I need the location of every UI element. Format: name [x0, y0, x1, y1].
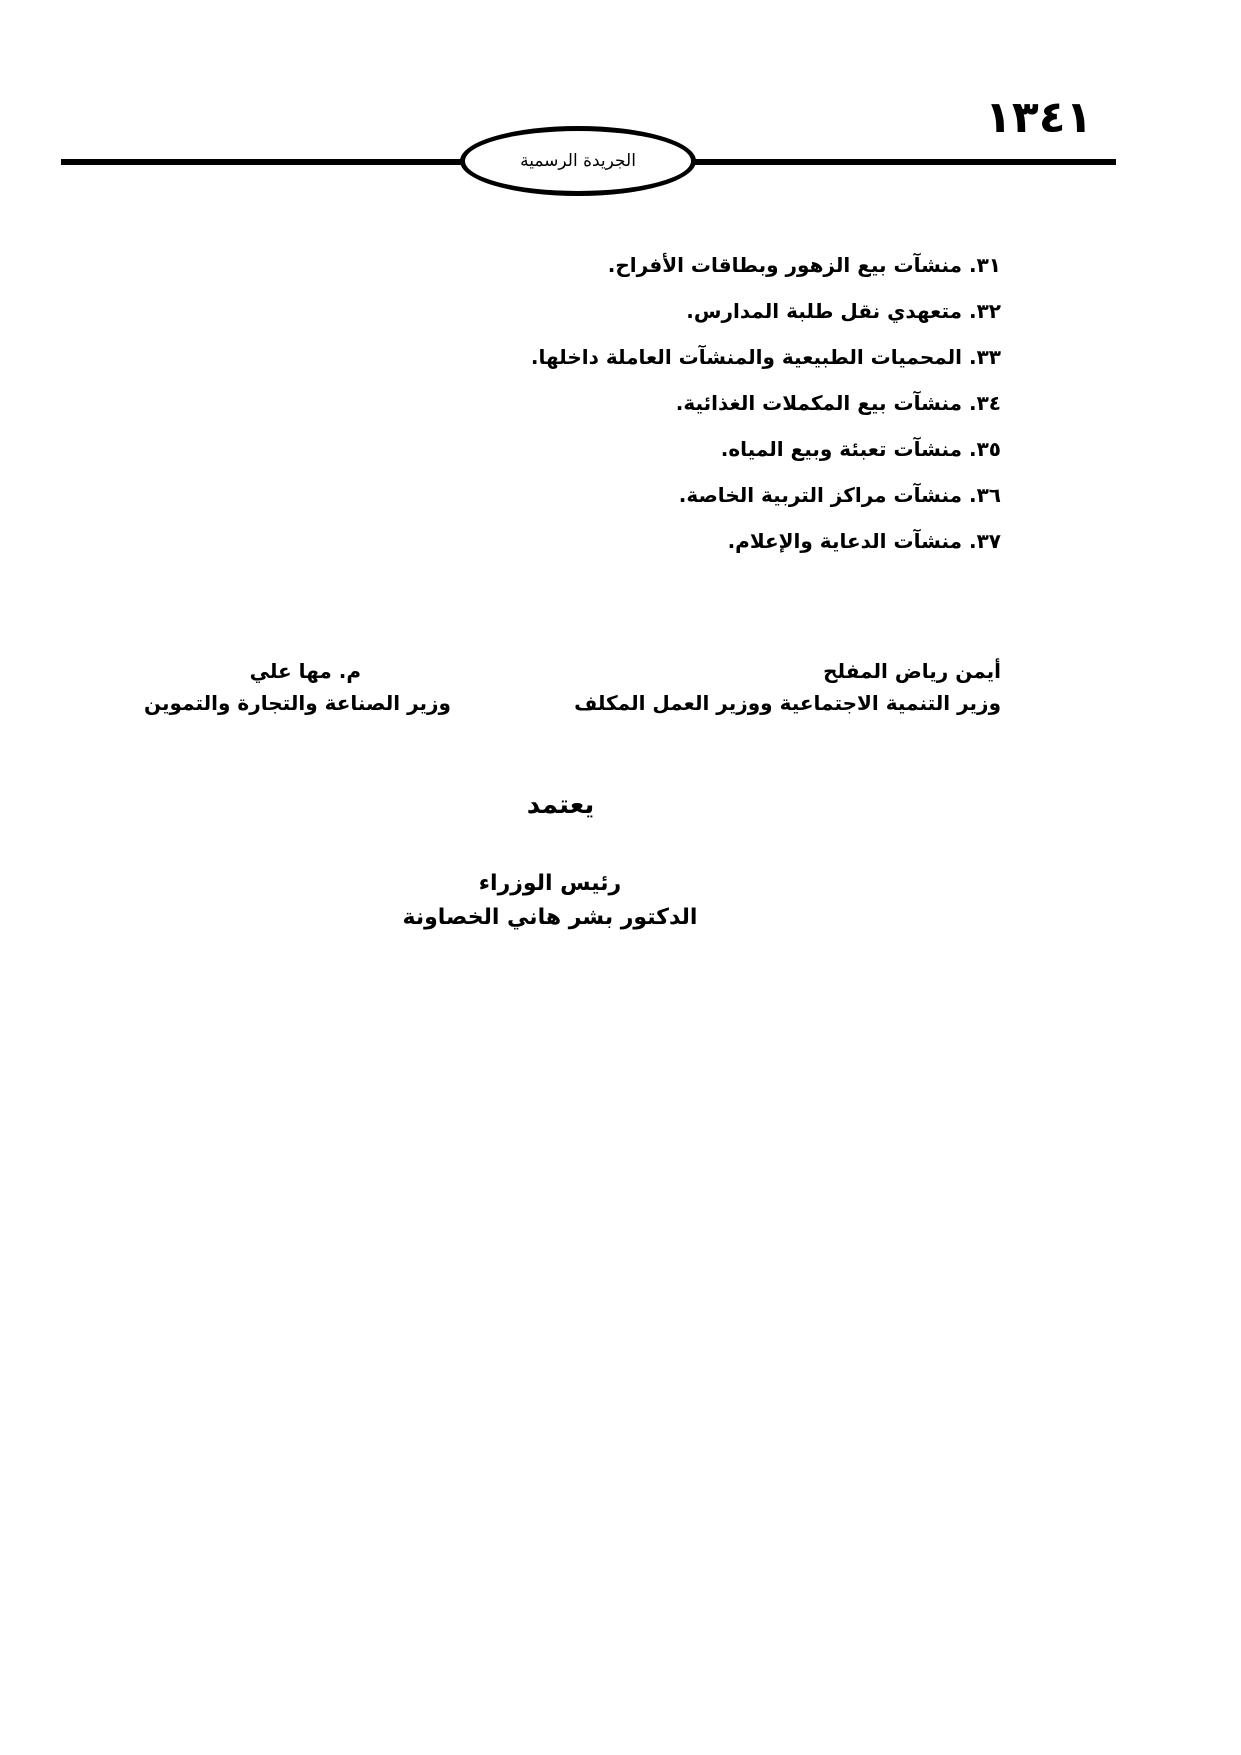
- list-item: ٣١. منشآت بيع الزهور وبطاقات الأفراح.: [607, 253, 1001, 277]
- gazette-title: الجريدة الرسمية: [520, 151, 636, 171]
- list-item: ٣٥. منشآت تعبئة وبيع المياه.: [720, 437, 1001, 461]
- signatory-name: م. مها علي: [249, 659, 361, 683]
- signature-right: [574, 655, 1001, 719]
- list-item: ٣٣. المحميات الطبيعية والمنشآت العاملة داخلها.: [530, 345, 1001, 369]
- signature-left: [144, 655, 451, 719]
- list-item: ٣٦. منشآت مراكز التربية الخاصة.: [678, 483, 1001, 507]
- list-item: ٣٧. منشآت الدعاية والإعلام.: [727, 529, 1001, 553]
- prime-minister-title: رئيس الوزراء: [478, 871, 622, 896]
- signatory-title: وزير التنمية الاجتماعية ووزير العمل المكلف: [574, 691, 1001, 715]
- approval-heading: يعتمد: [526, 790, 595, 820]
- signatory-name: أيمن رياض المفلح: [823, 659, 1001, 683]
- prime-minister-name: الدكتور بشر هاني الخصاونة: [402, 905, 698, 930]
- list-item: ٣٢. متعهدي نقل طلبة المدارس.: [686, 299, 1001, 323]
- items-list: [531, 242, 1001, 564]
- signatory-title: وزير الصناعة والتجارة والتموين: [144, 691, 451, 715]
- page-number: ١٣٤١: [985, 92, 1093, 143]
- gazette-title-oval: [460, 126, 696, 196]
- list-item: ٣٤. منشآت بيع المكملات الغذائية.: [675, 391, 1001, 415]
- prime-minister-block: [390, 867, 710, 935]
